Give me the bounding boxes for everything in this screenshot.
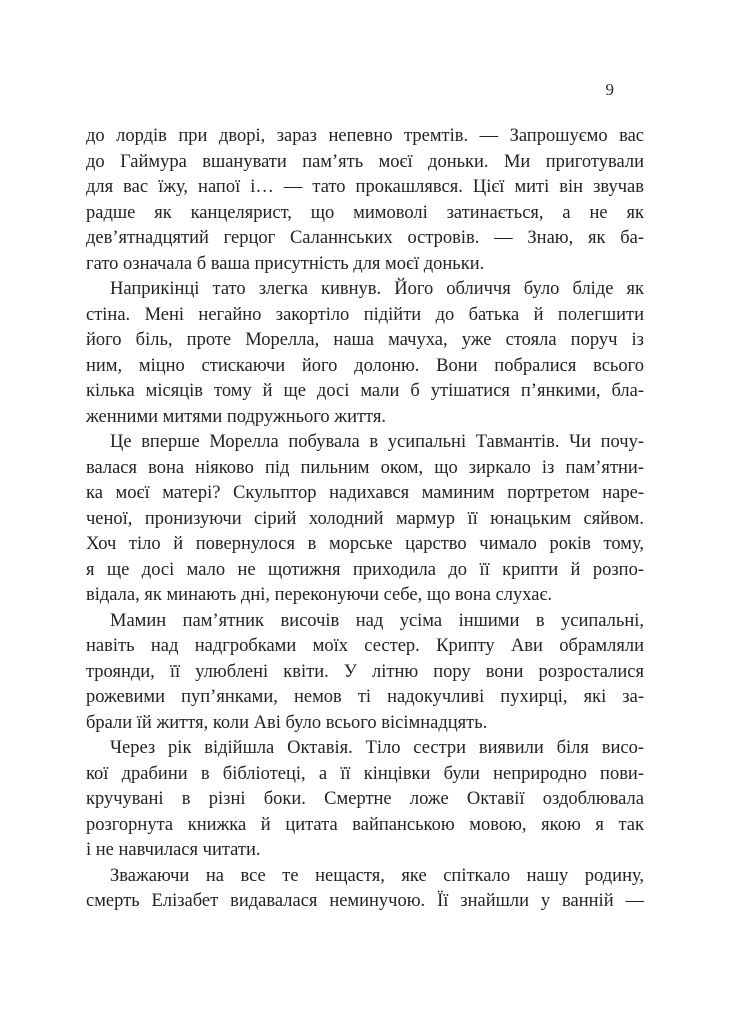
text-line: гато означала б ваша присутність для моєї доньки.	[86, 253, 485, 274]
text-line: Це вперше Морелла побувала в усипальні Тавмантів. Чи почу-	[110, 432, 644, 452]
text-line: ченої, пронизуючи сірий холодний мармур її юнацьким сяйвом.	[86, 508, 644, 529]
paragraph	[86, 430, 644, 609]
page-number: 9	[605, 80, 614, 99]
paragraph	[86, 609, 644, 737]
text-line: навіть над надгробками моїх сестер. Крипту Ави обрамляли	[86, 636, 644, 656]
text-line: ка моєї матері? Скульптор надихався маминим портретом наре-	[86, 483, 644, 503]
paragraph	[86, 864, 644, 915]
text-line: Через рік відійшла Октавія. Тіло сестри виявили біля висо-	[110, 738, 644, 758]
text-line: Мамин пам’ятник височів над усіма іншими в усипальні,	[110, 610, 644, 631]
paragraph	[86, 277, 644, 430]
text-line: троянди, її улюблені квіти. У літню пору вони розросталися	[86, 661, 644, 682]
text-line: до лордів при дворі, зараз непевно тремтів. — Запрошуємо вас	[86, 126, 644, 146]
text-line: кручувані в різні боки. Смертне ложе Октавії оздоблювала	[86, 789, 644, 809]
text-line: до Гаймура вшанувати пам’ять моєї доньки. Ми приготували	[86, 151, 644, 172]
text-line: валася вона ніяково під пильним оком, що зиркало із пам’ятни-	[86, 457, 644, 478]
text-line: стіна. Мені негайно закортіло підійти до батька й полегшити	[86, 304, 644, 325]
text-line: відала, як минають дні, переконуючи себе, що вона слухає.	[86, 585, 553, 605]
paragraph	[86, 736, 644, 864]
text-line: кілька місяців тому й ще досі мали б утішатися п’янкими, бла-	[86, 381, 644, 401]
text-line: смерть Елізабет видавалася неминучою. Її знайшли у ванній —	[86, 891, 644, 911]
text-line: брали їй життя, коли Аві було всього вісімнадцять.	[86, 712, 488, 733]
text-line: рожевими пуп’янками, немов ті надокучливі пухирці, які за-	[86, 687, 644, 707]
text-line: радше як канцелярист, що мимоволі затинається, а не як	[86, 202, 644, 223]
text-block	[86, 124, 644, 915]
text-line: я ще досі мало не щотижня приходила до її крипти й розпо-	[86, 559, 644, 580]
text-line: для вас їжу, напої і… — тато прокашлявся. Цієї миті він звучав	[86, 177, 644, 197]
paragraph	[86, 124, 644, 277]
text-line: ним, міцно стискаючи його долоню. Вони побралися всього	[86, 355, 644, 376]
text-line: його біль, проте Морелла, наша мачуха, уже стояла поруч із	[86, 330, 644, 350]
text-line: дев’ятнадцятий герцог Саланнських островів. — Знаю, як ба-	[86, 228, 644, 248]
text-line: кої драбини в бібліотеці, а її кінцівки були неприродно пови-	[86, 763, 644, 784]
text-line: розгорнута книжка й цитата вайпанською мовою, якою я так	[86, 814, 644, 835]
text-line: женними митями подружнього життя.	[86, 406, 387, 427]
text-line: і не навчилася читати.	[86, 840, 261, 860]
text-line: Хоч тіло й повернулося в морське царство чимало років тому,	[86, 534, 644, 554]
text-line: Наприкінці тато злегка кивнув. Його обличчя було бліде як	[110, 279, 644, 299]
text-line: Зважаючи на все те нещастя, яке спіткало нашу родину,	[110, 865, 644, 886]
